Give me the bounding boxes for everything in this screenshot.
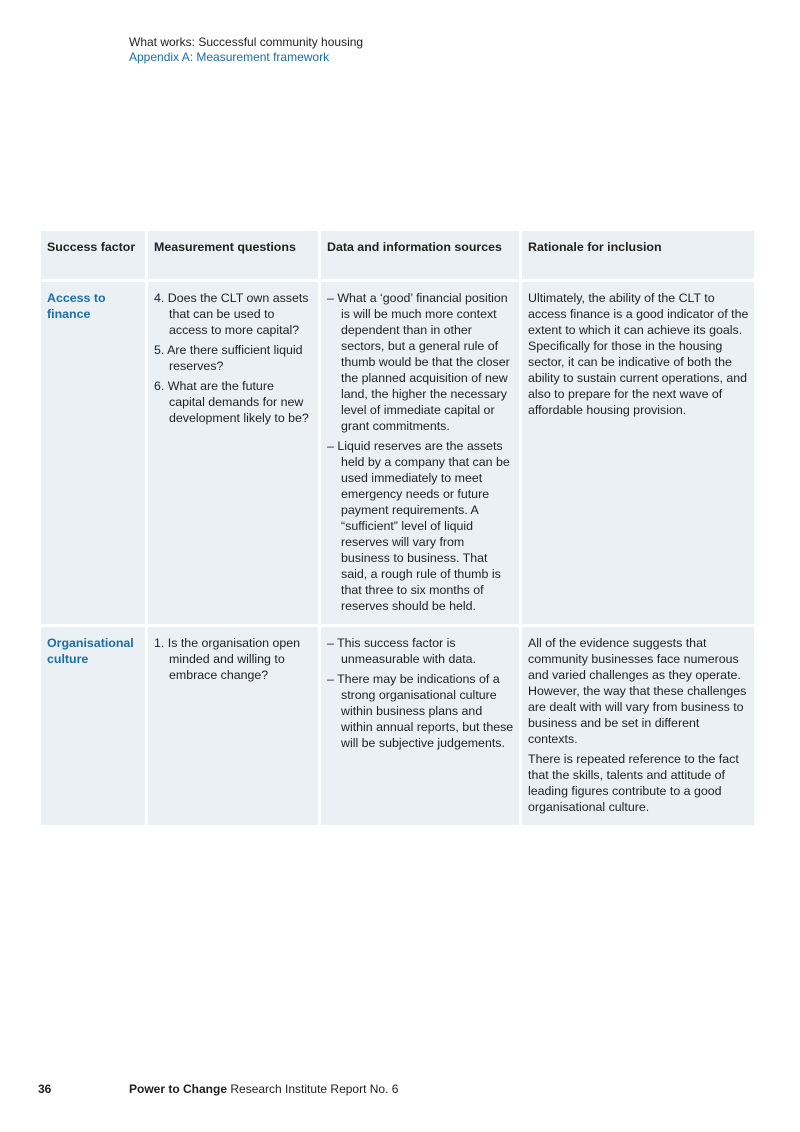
- table-row: [41, 627, 754, 825]
- success-factor-cell: Organisational culture: [41, 627, 145, 825]
- table-header-row: [41, 231, 754, 279]
- measurement-framework-table: [38, 228, 757, 828]
- question-item: 4. Does the CLT own assets that can be used to access to more capital?: [154, 291, 309, 337]
- rationale-cell: [522, 282, 754, 624]
- rationale-paragraph: There is repeated reference to the fact that the skills, talents and attitude of leading figures contribute to a good organisational culture.: [528, 752, 739, 814]
- column-header: Success factor: [41, 231, 145, 279]
- column-header: Rationale for inclusion: [522, 231, 754, 279]
- question-item: 5. Are there sufficient liquid reserves?: [154, 343, 303, 373]
- table-row: [41, 282, 754, 624]
- section-title: Appendix A: Measurement framework: [129, 50, 330, 64]
- source-item: – This success factor is unmeasurable with data.: [327, 636, 477, 666]
- rationale-paragraph: Ultimately, the ability of the CLT to access finance is a good indicator of the extent to which it can achieve its goals. Specifically for those in the housing sector, it can be indicative of both the ability to sustain current operations, and also to prepare for the next wave of affordable housing provision.: [528, 291, 749, 417]
- questions-cell: [148, 627, 318, 825]
- report-attribution: [129, 1082, 398, 1096]
- column-header: Measurement questions: [148, 231, 318, 279]
- sources-cell: [321, 282, 519, 624]
- question-item: 6. What are the future capital demands for new development likely to be?: [154, 379, 309, 425]
- source-item: – Liquid reserves are the assets held by a company that can be used immediately to meet emergency needs or future payment requirements. A “sufficient” level of liquid reserves will vary from business to business. That said, a rough rule of thumb is that three to six months of reserves should be held.: [327, 439, 510, 613]
- source-item: – There may be indications of a strong organisational culture within business plans and within annual reports, but these will be subjective judgements.: [327, 672, 514, 750]
- column-header: Data and information sources: [321, 231, 519, 279]
- document-title: What works: Successful community housing: [129, 35, 364, 49]
- report-name: Research Institute Report No. 6: [230, 1082, 399, 1096]
- success-factor-cell: Access to finance: [41, 282, 145, 624]
- rationale-paragraph: All of the evidence suggests that community businesses face numerous and varied challenges as they operate. However, the way that these challenges are dealt with will vary from business to business and be set in different contexts.: [528, 636, 747, 746]
- brand-name: Power to Change: [129, 1082, 228, 1096]
- source-item: – What a ‘good’ financial position is will be much more context dependent than in other sectors, but a general rule of thumb would be that the closer the planned acquisition of new land, the higher the necessary level of immediate capital or grant commitments.: [327, 291, 510, 433]
- questions-cell: [148, 282, 318, 624]
- running-header: [129, 35, 363, 65]
- page-number: 36: [38, 1082, 52, 1096]
- sources-cell: [321, 627, 519, 825]
- rationale-cell: [522, 627, 754, 825]
- question-item: 1. Is the organisation open minded and willing to embrace change?: [154, 636, 301, 682]
